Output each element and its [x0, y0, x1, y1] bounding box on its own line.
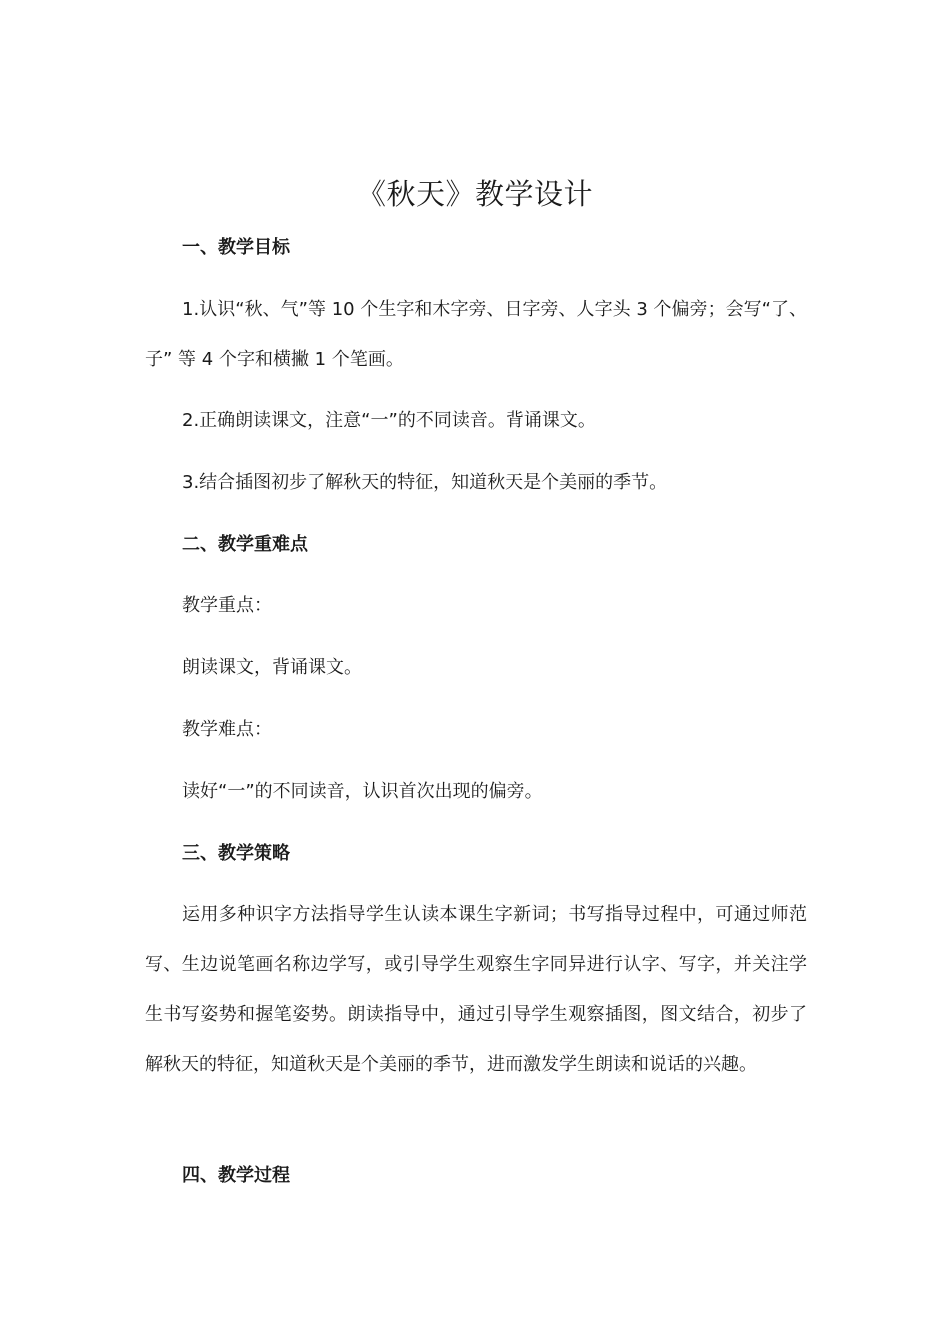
document-title: 《秋天》教学设计 [356, 177, 593, 212]
section-heading-strategy: 三、教学策略 [182, 843, 290, 864]
key-point-text: 朗读课文，背诵课文。 [182, 657, 362, 678]
objective-paragraph-2: 2.正确朗读课文，注意“一”的不同读音。背诵课文。 [182, 410, 596, 431]
section-heading-process: 四、教学过程 [182, 1165, 290, 1186]
key-point-label: 教学重点： [182, 595, 272, 616]
objective-paragraph-1: 1.认识“秋、气”等 10 个生字和木字旁、日字旁、人字头 3 个偏旁；会写“了、子” 等 4 个字和横撇 1 个笔画。 [145, 299, 807, 370]
difficulty-label: 教学难点： [182, 719, 272, 740]
section-heading-objectives: 一、教学目标 [182, 237, 290, 258]
strategy-paragraph: 运用多种识字方法指导学生认读本课生字新词；书写指导过程中，可通过师范写、生边说笔画名称边学写，或引导学生观察生字同异进行认字、写字，并关注学生书写姿势和握笔姿势。朗读指导中，通过引导学生观察插图，图文结合，初步了解秋天的特征，知道秋天是个美丽的季节，进而激发学生朗读和说话的兴趣。 [145, 904, 807, 1075]
objective-paragraph-3: 3.结合插图初步了解秋天的特征，知道秋天是个美丽的季节。 [182, 472, 668, 493]
difficulty-text: 读好“一”的不同读音，认识首次出现的偏旁。 [182, 781, 543, 802]
section-heading-key-points: 二、教学重难点 [182, 534, 308, 555]
